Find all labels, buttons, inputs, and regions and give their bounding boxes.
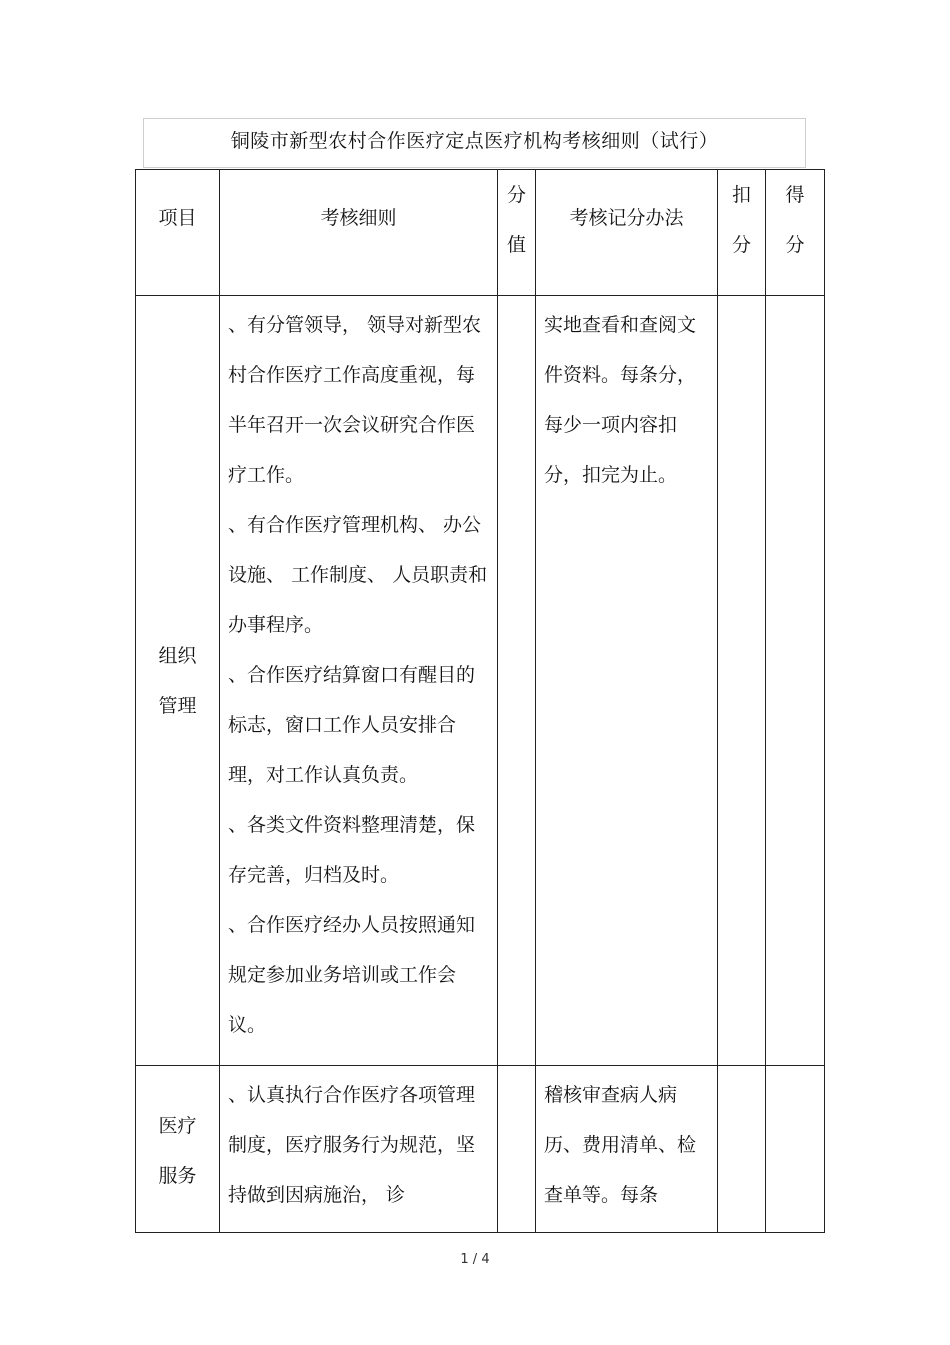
row-details bbox=[220, 1066, 498, 1233]
header-score-value-line1: 分 bbox=[506, 184, 526, 206]
table-row bbox=[136, 296, 825, 1066]
detail-item: 、各类文件资料整理清楚，保存完善，归档及时。 bbox=[228, 814, 476, 886]
header-earned-line2: 分 bbox=[785, 234, 805, 256]
row-deduct bbox=[718, 296, 766, 1066]
page-number: 1 / 4 bbox=[460, 1252, 490, 1267]
header-method: 考核记分办法 bbox=[536, 170, 718, 296]
header-deduct-line2: 分 bbox=[731, 234, 751, 256]
row-method: 实地查看和查阅文件资料。每条分，每少一项内容扣分，扣完为止。 bbox=[536, 296, 718, 1066]
detail-item: 、合作医疗经办人员按照通知规定参加业务培训或工作会议。 bbox=[228, 914, 476, 1036]
assessment-table bbox=[135, 169, 825, 1233]
header-earned bbox=[766, 170, 825, 296]
detail-item: 、认真执行合作医疗各项管理制度，医疗服务行为规范，坚持做到因病施治， 诊 bbox=[228, 1084, 476, 1206]
row-earned bbox=[766, 296, 825, 1066]
row-earned bbox=[766, 1066, 825, 1233]
row-details bbox=[220, 296, 498, 1066]
header-score-value bbox=[498, 170, 536, 296]
header-deduct bbox=[718, 170, 766, 296]
row-project-line1: 医疗 bbox=[158, 1115, 197, 1137]
table-row bbox=[136, 1066, 825, 1233]
document-title: 铜陵市新型农村合作医疗定点医疗机构考核细则（试行） bbox=[143, 118, 806, 168]
table-header-row bbox=[136, 170, 825, 296]
row-method: 稽核审查病人病历、费用清单、检查单等。每条 bbox=[536, 1066, 718, 1233]
row-project-line2: 管理 bbox=[158, 694, 197, 717]
header-details: 考核细则 bbox=[220, 170, 498, 296]
header-earned-line1: 得 bbox=[785, 184, 805, 206]
row-project bbox=[136, 1066, 220, 1233]
row-score-value bbox=[498, 1066, 536, 1233]
row-project-line2: 服务 bbox=[158, 1165, 197, 1187]
detail-item: 、有合作医疗管理机构、 办公设施、 工作制度、 人员职责和办事程序。 bbox=[228, 514, 488, 636]
header-project: 项目 bbox=[136, 170, 220, 296]
detail-item: 、有分管领导， 领导对新型农村合作医疗工作高度重视，每半年召开一次会议研究合作医疗工作。 bbox=[228, 314, 482, 486]
row-deduct bbox=[718, 1066, 766, 1233]
detail-item: 、合作医疗结算窗口有醒目的标志，窗口工作人员安排合理，对工作认真负责。 bbox=[228, 664, 476, 786]
header-score-value-line2: 值 bbox=[506, 234, 526, 256]
header-deduct-line1: 扣 bbox=[731, 184, 751, 206]
row-project-line1: 组织 bbox=[158, 644, 197, 667]
row-score-value bbox=[498, 296, 536, 1066]
row-project bbox=[136, 296, 220, 1066]
